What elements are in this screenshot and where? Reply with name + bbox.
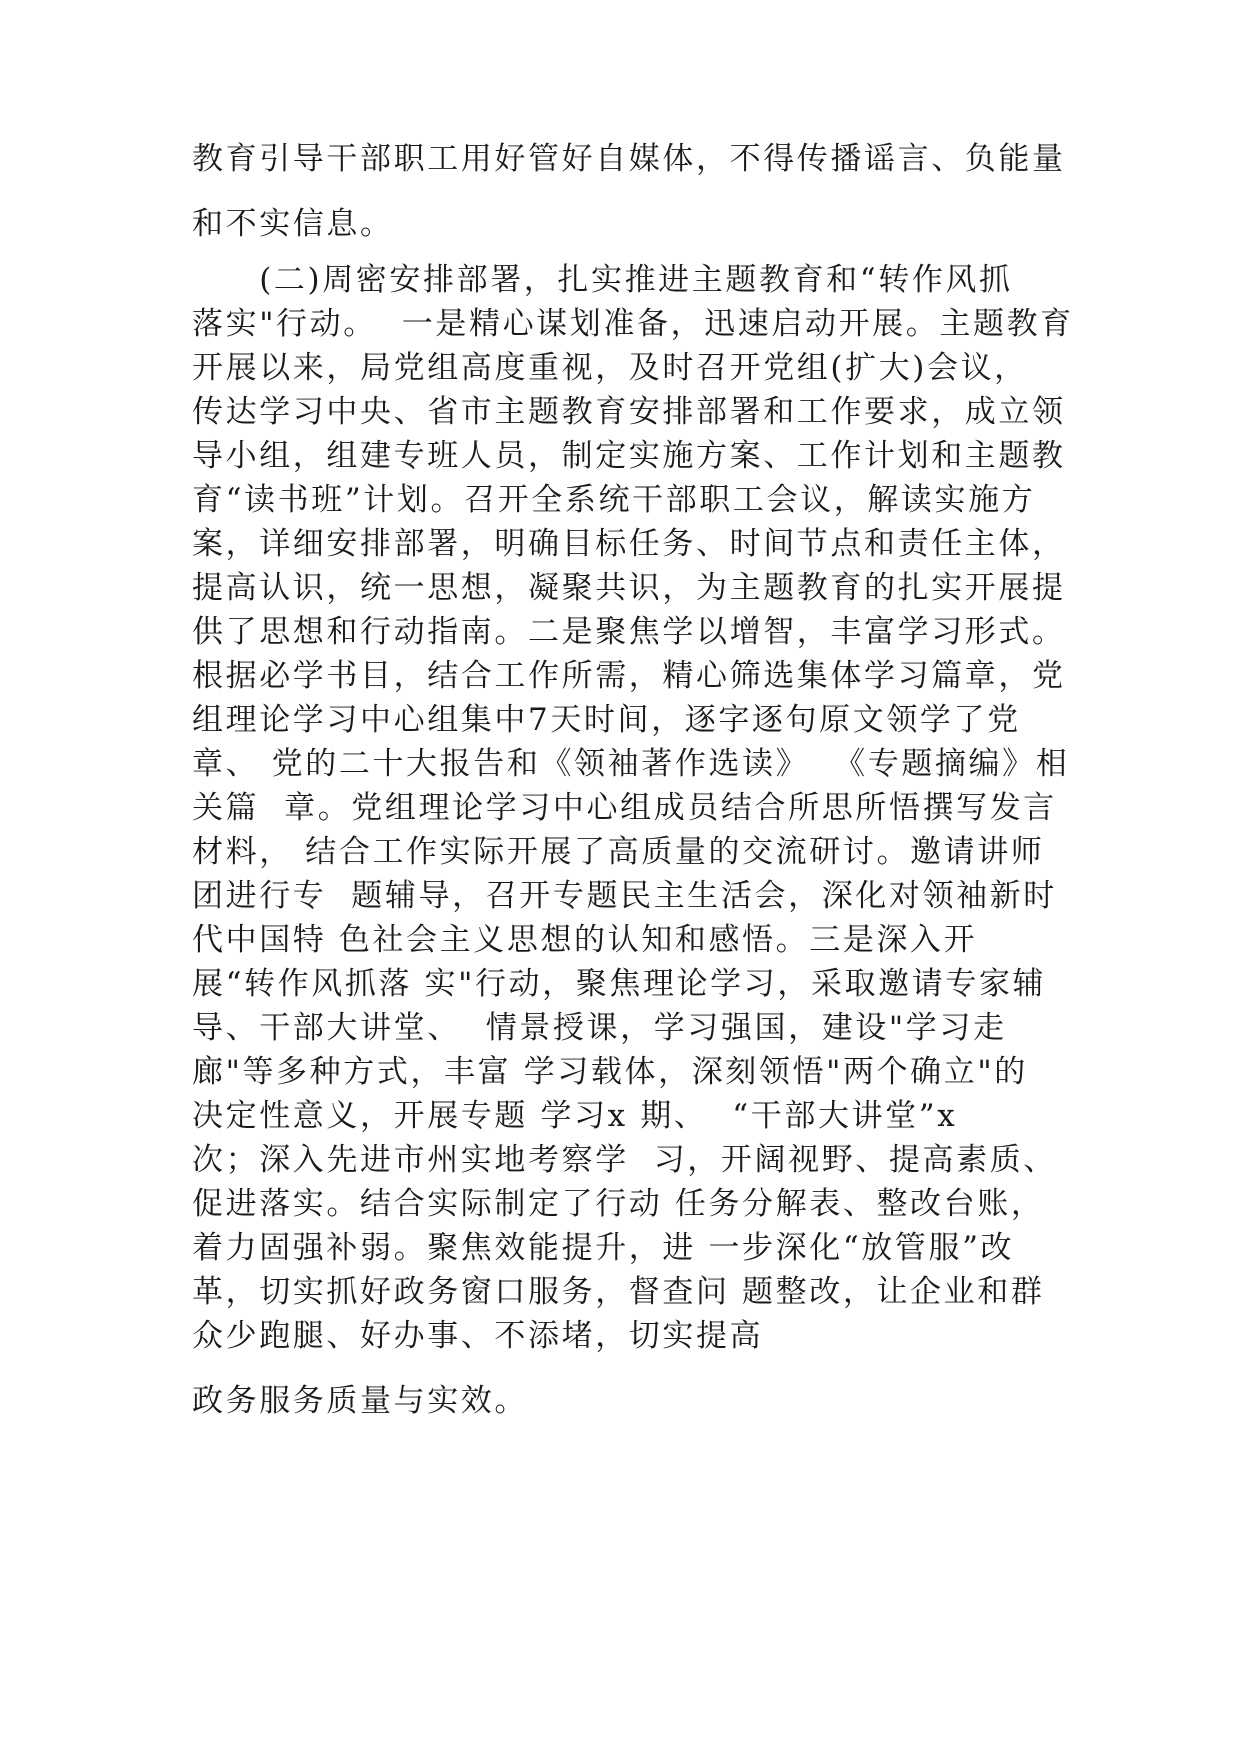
text-line: 团进行专 题辅导，召开专题民主生活会，深化对领袖新时 bbox=[192, 878, 1057, 914]
text-line: 促进落实。结合实际制定了行动 任务分解表、整改台账， bbox=[192, 1186, 1045, 1222]
text-line: 章、 党的二十大报告和《领袖著作选读》 《专题摘编》相 bbox=[192, 746, 1070, 782]
text-line: 供了思想和行动指南。二是聚焦学以增智，丰富学习形式。 bbox=[192, 614, 1066, 650]
text-line: 提高认识，统一思想，凝聚共识，为主题教育的扎实开展提 bbox=[192, 570, 1066, 606]
text-line: 政务服务质量与实效。 bbox=[192, 1383, 528, 1419]
text-line: 廊"等多种方式，丰富 学习载体，深刻领悟"两个确立"的 bbox=[192, 1054, 1028, 1090]
text-line: 革，切实抓好政务窗口服务，督查问 题整改，让企业和群 bbox=[192, 1274, 1045, 1310]
text-line: 根据必学书目，结合工作所需，精心筛选集体学习篇章，党 bbox=[192, 658, 1066, 694]
text-line: 教育引导干部职工用好管好自媒体，不得传播谣言、负能量 bbox=[192, 141, 1066, 177]
text-line: (二)周密安排部署，扎实推进主题教育和“转作风抓 bbox=[192, 262, 1013, 298]
text-line: 组理论学习中心组集中7天时间，逐字逐句原文领学了党 bbox=[192, 702, 1021, 738]
text-line: 案，详细安排部署，明确目标任务、时间节点和责任主体， bbox=[192, 526, 1066, 562]
text-line: 众少跑腿、好办事、不添堵，切实提高 bbox=[192, 1318, 764, 1354]
text-line: 传达学习中央、省市主题教育安排部署和工作要求，成立领 bbox=[192, 394, 1066, 430]
text-line: 着力固强补弱。聚焦效能提升，进 一步深化“放管服”改 bbox=[192, 1230, 1015, 1266]
text-line: 展“转作风抓落 实"行动，聚焦理论学习，采取邀请专家辅 bbox=[192, 966, 1047, 1002]
text-line: 和不实信息。 bbox=[192, 206, 394, 242]
text-line: 开展以来，局党组高度重视，及时召开党组(扩大)会议， bbox=[192, 350, 1028, 386]
text-line: 材料， 结合工作实际开展了高质量的交流研讨。邀请讲师 bbox=[192, 834, 1045, 870]
text-line: 落实"行动。 一是精心谋划准备，迅速启动开展。主题教育 bbox=[192, 306, 1074, 342]
text-line: 导、干部大讲堂、 情景授课，学习强国，建设"学习走 bbox=[192, 1010, 1007, 1046]
text-line: 次；深入先进市州实地考察学 习，开阔视野、提高素质、 bbox=[192, 1142, 1057, 1178]
text-line: 育“读书班”计划。召开全系统干部职工会议，解读实施方 bbox=[192, 482, 1036, 518]
text-line: 决定性意义，开展专题 学习x 期、 “干部大讲堂”x bbox=[192, 1098, 958, 1134]
text-line: 导小组，组建专班人员，制定实施方案、工作计划和主题教 bbox=[192, 438, 1066, 474]
text-line: 关篇 章。党组理论学习中心组成员结合所思所悟撰写发言 bbox=[192, 790, 1057, 826]
text-line: 代中国特 色社会主义思想的认知和感悟。三是深入开 bbox=[192, 922, 978, 958]
